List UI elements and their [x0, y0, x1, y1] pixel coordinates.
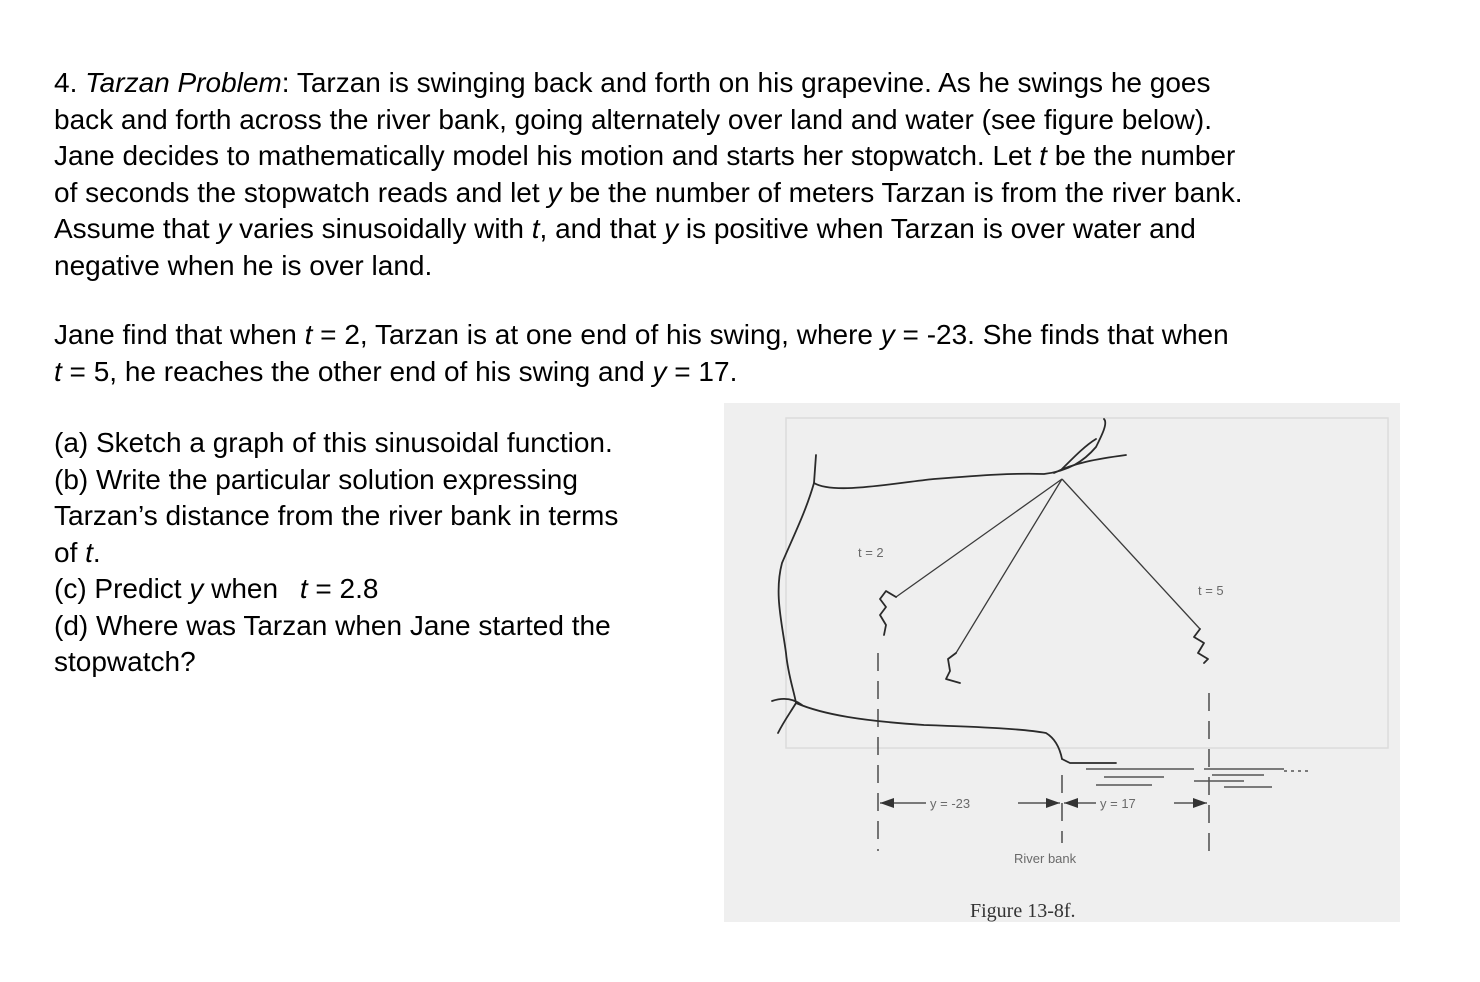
question-d-line-1: (d) Where was Tarzan when Jane started the: [54, 609, 611, 641]
variable-t: t: [299, 573, 308, 604]
problem-line-6: negative when he is over land.: [54, 249, 433, 281]
variable-y: y: [189, 573, 204, 604]
variable-y: y: [652, 355, 667, 387]
variable-t: t: [1039, 140, 1047, 171]
arrow-head: [1193, 798, 1207, 808]
problem-text: = -23. She finds that when: [894, 319, 1229, 350]
question-b-line-3: [54, 535, 618, 572]
vine-middle: [956, 479, 1062, 653]
tarzan-at-t2: [880, 591, 896, 635]
variable-y: y: [664, 213, 679, 244]
dimension-label-right: y = 17: [1100, 796, 1136, 811]
variable-y: y: [547, 176, 562, 208]
arrow-head: [1064, 798, 1078, 808]
tarzan-diagram: [724, 403, 1400, 922]
tree-branch: [814, 419, 1105, 488]
variable-y: y: [880, 319, 895, 350]
problem-statement: [54, 65, 1243, 284]
arrow-head: [880, 798, 894, 808]
variable-t: t: [54, 355, 62, 387]
question-text: (c) Predict: [54, 573, 190, 604]
problem-text: be the number: [1046, 140, 1236, 171]
question-d-line-2: stopwatch?: [54, 646, 196, 677]
variable-y: y: [217, 213, 232, 244]
variable-t: t: [531, 213, 540, 244]
dimension-label-left: y = -23: [930, 796, 971, 811]
vine-t2: [896, 479, 1062, 597]
tarzan-figure: [724, 403, 1400, 922]
question-b-line-2: Tarzan’s distance from the river bank in terms: [54, 500, 619, 531]
question-c: [54, 571, 618, 608]
question-a: (a) Sketch a graph of this sinusoidal function.: [54, 427, 613, 458]
problem-line-3: [54, 138, 1243, 175]
problem-title: Tarzan Problem: [85, 67, 282, 98]
tree-twig: [1054, 455, 1126, 473]
problem-line-1: [54, 65, 1243, 102]
vine-t5: [1062, 479, 1200, 629]
problem-text: : Tarzan is swinging back and forth on his grapevine. As he swings he goes: [281, 67, 1211, 98]
river-bank-edge: [1062, 759, 1116, 763]
question-text: when: [203, 573, 286, 604]
variable-t: t: [304, 319, 313, 350]
problem-text: , and that: [539, 213, 665, 244]
river-bank-label: River bank: [1014, 851, 1077, 866]
given-conditions: [54, 317, 1229, 390]
problem-text: = 5, he reaches the other end of his swing and: [61, 355, 653, 387]
problem-text: be the number of meters Tarzan is from the river bank.: [561, 176, 1243, 208]
problem-line-2: back and forth across the river bank, going alternately over land and water (see figure below).: [54, 103, 1212, 135]
problem-text: = 2, Tarzan is at one end of his swing, where: [312, 319, 881, 350]
problem-text: Assume that: [54, 213, 218, 244]
question-text: of: [54, 536, 86, 568]
given-line-2: [54, 354, 1229, 391]
problem-text: Jane decides to mathematically model his motion and starts her stopwatch. Let: [54, 140, 1040, 171]
arrow-head: [1046, 798, 1060, 808]
figure-caption: Figure 13-8f.: [970, 900, 1076, 922]
variable-t: t: [85, 536, 93, 568]
problem-number: 4.: [54, 67, 78, 98]
question-text: = 2.8: [307, 573, 379, 604]
label-t5: t = 5: [1198, 583, 1224, 598]
label-t2: t = 2: [858, 545, 884, 560]
question-list: [54, 425, 618, 681]
given-line-1: [54, 317, 1229, 354]
problem-text: Jane find that when: [54, 319, 305, 350]
problem-text: = 17.: [666, 355, 738, 387]
problem-line-4: [54, 175, 1243, 212]
tarzan-middle: [946, 653, 960, 683]
question-text: .: [92, 536, 101, 568]
problem-text: of seconds the stopwatch reads and let: [54, 176, 548, 208]
question-b-line-1: (b) Write the particular solution expressing: [54, 463, 578, 495]
tarzan-at-t5: [1194, 629, 1208, 663]
problem-text: varies sinusoidally with: [231, 213, 532, 244]
ground-line: [796, 703, 1062, 759]
background-frame: [786, 418, 1388, 748]
cliff-edge: [778, 483, 814, 733]
problem-text: is positive when Tarzan is over water and: [678, 213, 1196, 244]
problem-line-5: [54, 211, 1243, 248]
